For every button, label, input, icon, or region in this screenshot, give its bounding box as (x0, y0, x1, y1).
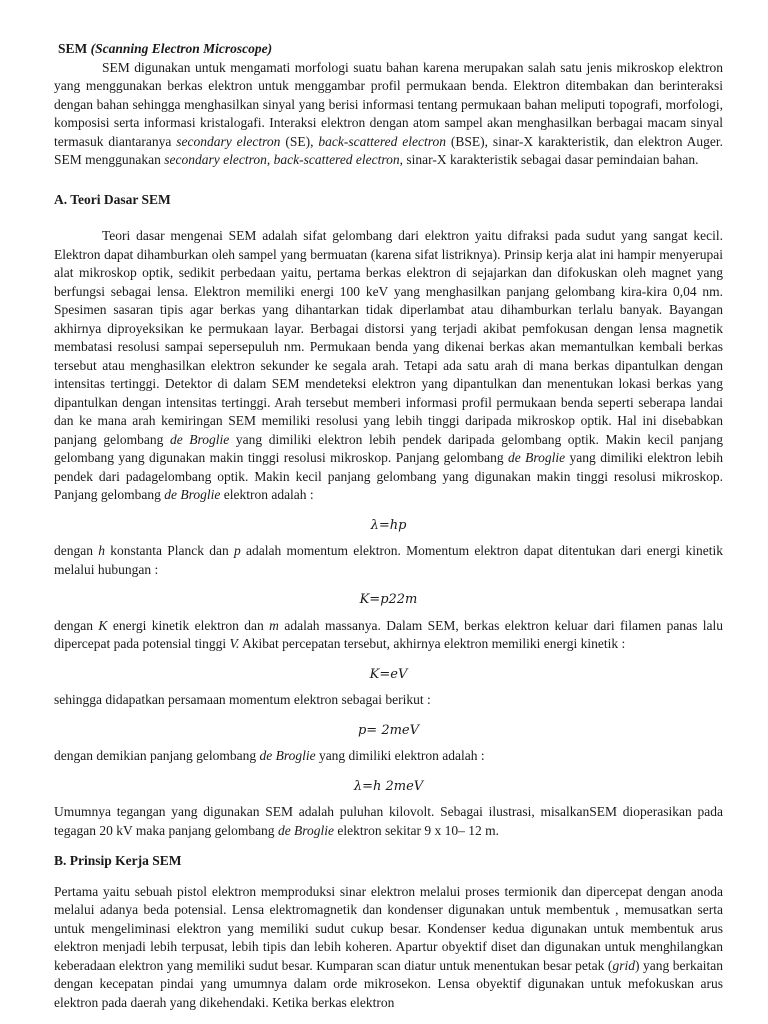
section-a-p3-var-k: K (98, 617, 108, 633)
section-a-p1-text-4: elektron adalah : (220, 487, 314, 502)
section-b-p1-text-1: Pertama yaitu sebuah pistol elektron memproduksi sinar elektron melalui proses termionik dan dipercepat dengan anoda melalui adanya beda potensial. Lensa elektromagnetik dan kondenser digunakan untuk membentuk , memusatkan serta untuk mengeliminasi elektron yang memiliki sudut cukup besar. Kondenser kedua digunakan untuk membentuk arus elektron menjadi lebih terpusat, lebih tipis dan lebih koheren. Apartur obyektif diset dan digunakan untuk menghilangkan keberadaan elektron yang memiliki sudut besar. Kumparan scan diatur untuk menentukan besar petak ( (54, 883, 723, 973)
section-a-paragraph-4: sehingga didapatkan persamaan momentum elektron sebagai berikut : (54, 692, 431, 707)
intro-term-2: back-scattered electron (318, 133, 446, 149)
intro-term-3: secondary electron (164, 152, 267, 167)
section-a-p3-var-m: m (269, 617, 279, 633)
intro-text-3: (BSE), sinar-X karakteristik, dan elektron Auger. SEM menggunakan (54, 133, 723, 167)
intro-text-5: , sinar-X karakteristik sebagai dasar pemindaian bahan. (399, 152, 699, 167)
section-a-p1-term-3: de Broglie (164, 487, 221, 502)
equation-momentum: p= 2meV (357, 722, 420, 738)
section-a-p2-text-3: adalah momentum elektron. Momentum elektron dapat ditentukan dari energi kinetik melalui hubungan : (54, 543, 724, 577)
section-a-paragraph-5 (54, 747, 723, 766)
section-a-p3-var-v: V. (229, 636, 240, 651)
section-a-p3-text-1: dengan (54, 617, 99, 633)
section-a-p5-text-2: yang dimiliki elektron adalah : (315, 748, 485, 763)
section-a-p5-term-1: de Broglie (259, 748, 316, 763)
section-a-heading: A. Teori Dasar SEM (54, 191, 171, 207)
section-a-p3-text-2: energi kinetik elektron dan (107, 617, 270, 633)
section-a-p1-text-2: yang dimiliki elektron lebih pendek daripada gelombang optik. Makin kecil panjang gelombang yang digunakan makin tinggi resolusi mikroskop. Panjang gelombang (54, 431, 723, 465)
equation-kinetic-momentum: K=p22m (359, 592, 418, 607)
section-a-p1-term-1: de Broglie (169, 431, 230, 447)
section-a-paragraph-6 (54, 803, 723, 840)
section-a-p1-text-1: Teori dasar mengenai SEM adalah sifat gelombang dari elektron yaitu difraksi pada sudut yang sangat kecil. Elektron dapat dihamburkan oleh sampel yang bermuatan (karena sifat listriknya). Prinsip kerja alat ini hampir menyerupai alat mikroskop optik, sedikit perbedaan yaitu, pertama berkas elektron di sejajarkan dan difokuskan oleh magnet yang berfungsi sebagai lensa. Elektron memiliki energi 100 keV yang menghasilkan panjang gelombang kira-kira 0,04 nm. Spesimen sasaran tipis agar berkas yang dihantarkan tidak diperlambat atau dihamburkan terlalu banyak. Bayangan akhirnya diproyeksikan ke permukaan layar. Berbagai distorsi yang terjadi akibat pemfokusan dengan lensa magnetik membatasi resolusi sampai sepersepuluh nm. Permukaan benda yang dikenai berkas akan memantulkan kembali berkas tersebut atau menghasilkan elektron sekunder ke segala arah. Tetapi ada satu arah di mana berkas dipantulkan dengan intensitas tertinggi. Detektor di dalam SEM mendeteksi elektron yang dipantulkan dan menentukan lokasi berkas yang dipantulkan dengan intensitas tertinggi. Arah tersebut memberi informasi profil permukaan benda seperti seberapa landai dan ke mana arah kemiringan SEM memiliki resolusi yang lebih tinggi daripada mikroskop optik. Hal ini disebabkan panjang gelombang (54, 228, 723, 447)
section-a-p6-term-1: de Broglie (277, 822, 335, 838)
section-a-p2-var-h: h (98, 543, 105, 558)
section-a-p3-text-4: Akibat percepatan tersebut, akhirnya elektron memiliki energi kinetik : (239, 636, 626, 651)
section-a-paragraph-2 (54, 542, 723, 579)
section-a-paragraph-1 (54, 227, 723, 505)
section-a-p1-text-3: yang dimiliki elektron lebih pendek dari padagelombang optik. Makin kecil panjang gelombang yang digunakan makin tinggi resolusi mikroskop. Panjang gelombang (54, 450, 723, 502)
equation-de-broglie: λ=h 2meV (353, 778, 424, 794)
document-page (54, 40, 723, 1012)
section-a-p2-text-2: konstanta Planck dan (105, 543, 234, 558)
equation-kinetic-energy: K=eV (369, 666, 408, 682)
equation-wavelength: λ=hp (370, 517, 407, 533)
intro-paragraph (54, 59, 723, 170)
section-b-heading: B. Prinsip Kerja SEM (54, 853, 182, 868)
section-a-p6-text-1: Umumnya tegangan yang digunakan SEM adalah puluhan kilovolt. Sebagai ilustrasi, misalkanSEM dioperasikan pada tegagan 20 kV maka panjang gelombang (54, 804, 723, 838)
section-b-p1-text-2: ) yang berkaitan dengan kecepatan pindai yang umumnya dalam orde mikrosekon. Lensa obyektif digunakan untuk mefokuskan arus elektron pada daerah yang dikehendaki. Ketika berkas elektron (54, 957, 723, 1010)
section-a-p1-term-2: de Broglie (507, 450, 566, 465)
section-b-p1-term-1: grid (612, 957, 635, 973)
intro-term-4: back-scattered electron (273, 152, 400, 167)
section-a-p2-var-p: p (233, 543, 241, 558)
section-a-p5-text-1: dengan demikian panjang gelombang (54, 748, 260, 763)
intro-text-4: , (266, 152, 274, 167)
section-a-p2-text-1: dengan (54, 543, 99, 558)
section-a-p3-text-3: adalah massanya. Dalam SEM, berkas elektron keluar dari filamen panas lalu dipercepat pada potensial tinggi (54, 617, 723, 651)
intro-term-1: secondary electron (176, 133, 281, 149)
intro-text-2: (SE), (280, 133, 319, 149)
title-subtitle: (Scanning Electron Microscope) (90, 41, 273, 56)
section-b-paragraph-1 (54, 883, 723, 1013)
intro-text-1: SEM digunakan untuk mengamati morfologi suatu bahan karena merupakan salah satu jenis mikroskop elektron yang menggunakan berkas elektron untuk menggambar profil permukaan benda. Elektron ditembakan dan berinteraksi dengan bahan sehingga menghasilkan sinyal yang berisi informasi tentang permukaan bahan meliputi topografi, morfologi, komposisi serta informasi kristalogafi. Interaksi elektron dengan atom sampel akan menghasilkan berbagai macam sinyal termasuk diantaranya (54, 59, 723, 149)
document-title (58, 40, 723, 59)
title-main: SEM (58, 41, 88, 56)
section-a-paragraph-3 (54, 617, 723, 654)
section-a-p6-text-2: elektron sekitar 9 x 10– 12 m. (334, 822, 500, 838)
